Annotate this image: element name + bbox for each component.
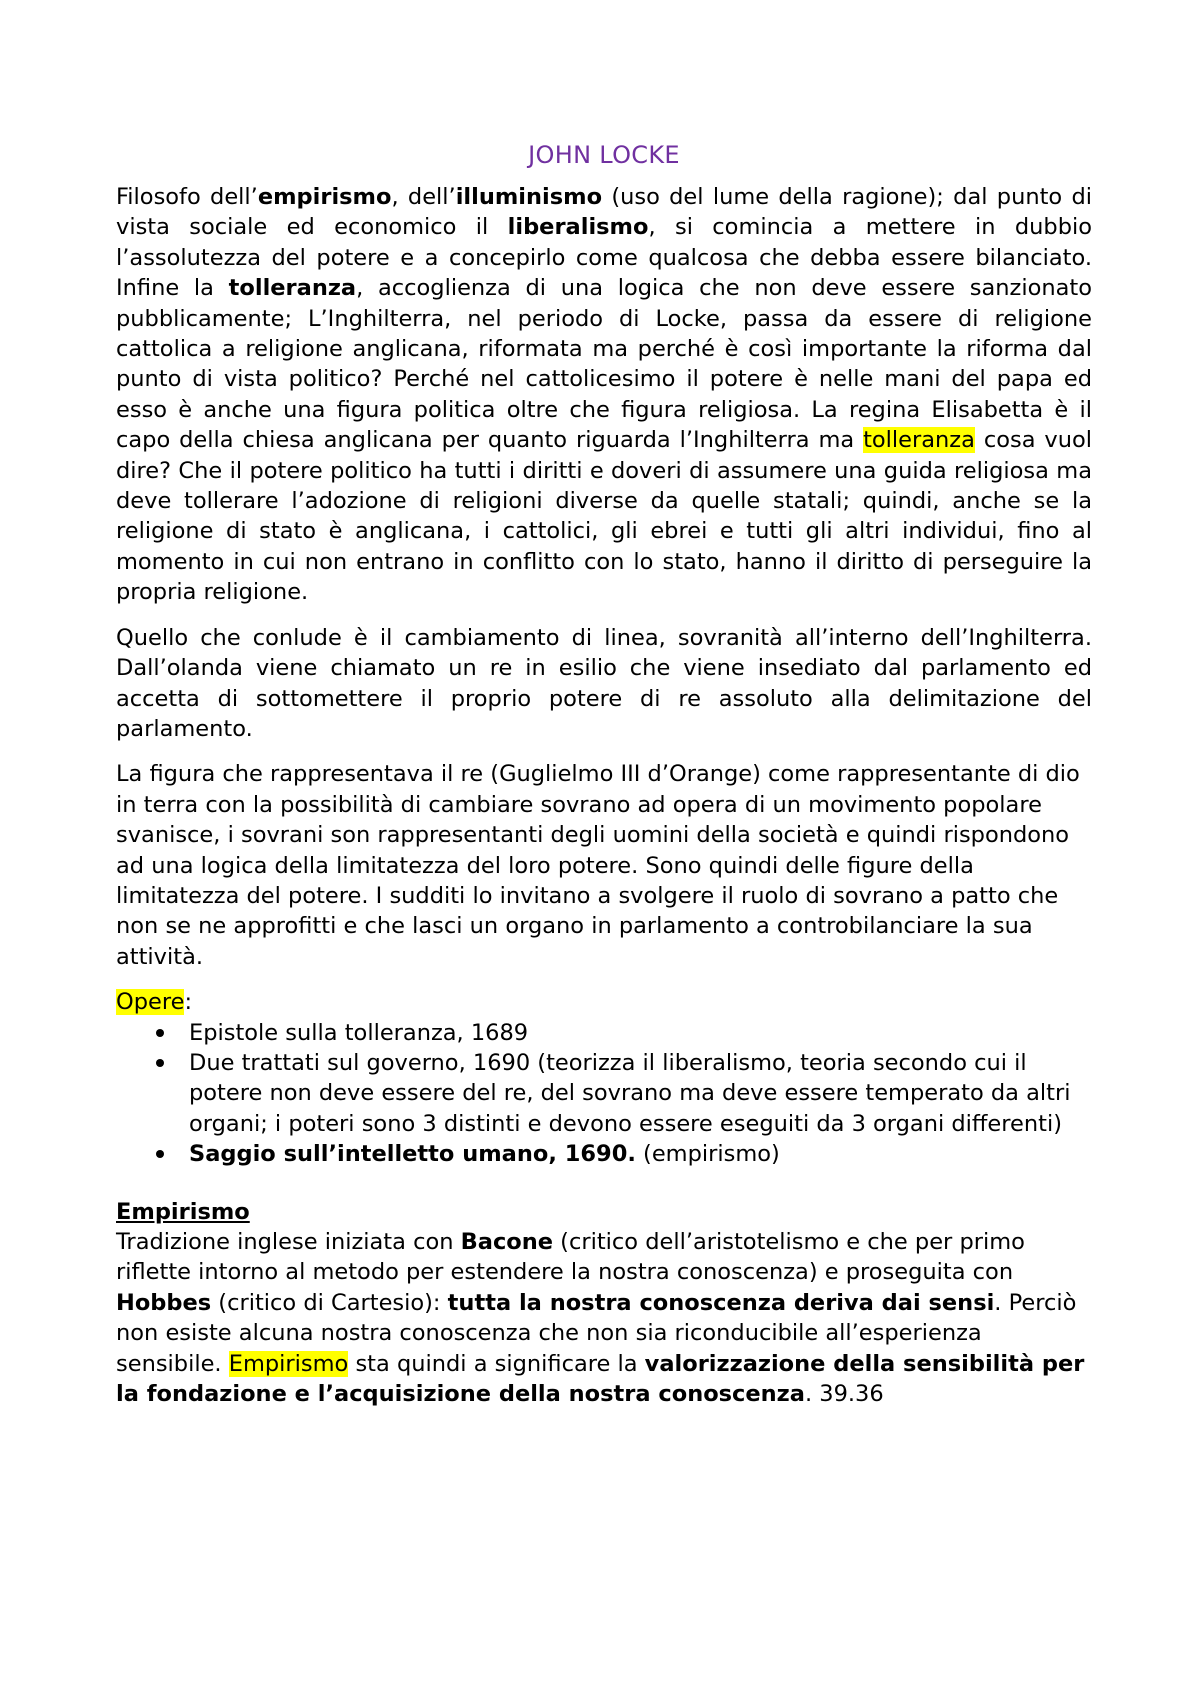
list-item: Due trattati sul governo, 1690 (teorizza il liberalismo, teoria secondo cui il potere non deve essere del re, del sovrano ma deve essere temperato da altri organi; i poteri sono 3 distinti e devono essere eseguiti da 3 organi differenti)	[189, 1048, 1092, 1139]
paragraph-intro	[116, 182, 1092, 608]
bold-term-hobbes: Hobbes	[116, 1289, 212, 1316]
text-run: (empirismo)	[635, 1141, 780, 1168]
bold-phrase-sensi: tutta la nostra conoscenza deriva dai sensi	[447, 1289, 995, 1316]
works-list	[116, 1018, 1092, 1170]
text-run: , accoglienza di una logica che non deve essere sanzionato pubblicamente; L’Inghilterra, nel periodo di Locke, passa da essere di religione cattolica a religione anglicana, riformata ma perché è così importante la riforma dal punto di vista politico? Perché nel cattolicesimo il potere è nelle mani del papa ed esso è anche una figura politica oltre che figura religiosa. La regina Elisabetta è il capo della chiesa anglicana per quanto riguarda l’Inghilterra ma	[116, 275, 1093, 454]
text-run: cosa vuol dire? Che il potere politico ha tutti i diritti e doveri di assumere una guida religiosa ma deve tollerare l’adozione di religioni diverse da quelle statali; quindi, anche se la religione di stato è anglicana, i cattolici, gli ebrei e tutti gli altri individui, fino al momento in cui non entrano in conflitto con lo stato, hanno il diritto di perseguire la propria religione.	[116, 427, 1092, 606]
document-title: JOHN LOCKE	[528, 141, 680, 169]
text-run: (critico di Cartesio):	[211, 1289, 448, 1316]
bold-term-liberalismo: liberalismo	[507, 214, 649, 241]
text-run: :	[184, 989, 193, 1016]
bold-term-illuminismo: illuminismo	[455, 184, 603, 210]
bold-work-title: Saggio sull’intelletto umano, 1690.	[189, 1141, 636, 1168]
section-heading-empirismo: Empirismo	[116, 1198, 250, 1225]
text-run: , dell’	[391, 184, 456, 210]
bold-term-tolleranza: tolleranza	[228, 275, 357, 302]
text-run: . Perciò non esiste alcuna nostra conoscenza che non sia riconducibile all’esperienza sensibile.	[116, 1289, 1077, 1377]
text-run: (uso del lume della ragione); dal punto di vista sociale ed economico il	[116, 184, 1092, 241]
bold-phrase-valorizzazione: valorizzazione della sensibilità per la fondazione e l’acquisizione della nostra conoscenza	[116, 1350, 1085, 1408]
bold-term-empirismo: empirismo	[257, 184, 392, 210]
bold-term-bacone: Bacone	[460, 1229, 554, 1255]
list-item: Epistole sulla tolleranza, 1689	[189, 1018, 1092, 1048]
text-run: . 39.36	[804, 1381, 884, 1408]
highlighted-term-tolleranza: tolleranza	[863, 427, 975, 454]
highlighted-term-empirismo: Empirismo	[228, 1350, 349, 1377]
text-run: (critico dell’aristotelismo e che per primo riflette intorno al metodo per estendere la nostra conoscenza) e proseguita con	[116, 1229, 1025, 1286]
opere-label-line	[116, 987, 1092, 1017]
text-run: Filosofo dell’	[116, 184, 258, 210]
paragraph-sovranita: Quello che conlude è il cambiamento di linea, sovranità all’interno dell’Inghilterra. Dall’olanda viene chiamato un re in esilio che viene insediato dal parlamento ed accetta di sottomettere il proprio potere di re assoluto alla delimitazione del parlamento.	[116, 624, 1092, 742]
list-item	[189, 1139, 1092, 1169]
highlighted-opere-label: Opere	[116, 989, 185, 1016]
paragraph-empirismo	[116, 1227, 1092, 1409]
text-run: Tradizione inglese iniziata con	[116, 1229, 461, 1255]
paragraph-guglielmo: La figura che rappresentava il re (Guglielmo III d’Orange) come rappresentante di dio in terra con la possibilità di cambiare sovrano ad opera di un movimento popolare svanisce, i sovrani son rappresentanti degli uomini della società e quindi rispondono ad una logica della limitatezza del loro potere. Sono quindi delle figure della limitatezza del potere. I sudditi lo invitano a svolgere il ruolo di sovrano a patto che non se ne approfitti e che lasci un organo in parlamento a controbilanciare la sua attività.	[116, 761, 1080, 970]
text-run: sta quindi a significare la	[348, 1350, 645, 1377]
text-run: , si comincia a mettere in dubbio l’assolutezza del potere e a concepirlo come qualcosa che debba essere bilanciato. Infine la	[116, 214, 1092, 302]
